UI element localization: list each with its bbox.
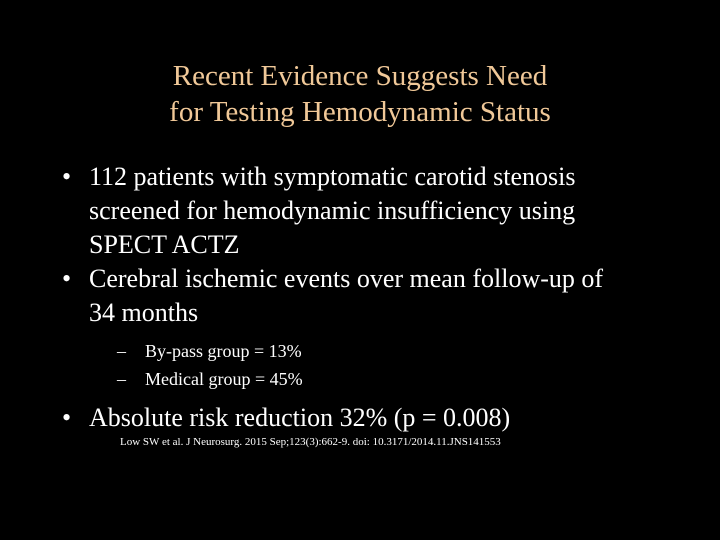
title-line-1: Recent Evidence Suggests Need xyxy=(172,60,548,92)
sub-bullet-text: Medical group = 45% xyxy=(145,369,303,389)
bullet-line: screened for hemodynamic insufficiency using xyxy=(89,196,576,225)
bullet-line: Absolute risk reduction 32% (p = 0.008) xyxy=(89,403,511,432)
bullet-text xyxy=(89,262,702,330)
bullet-item xyxy=(62,160,702,262)
bullet-line: 34 months xyxy=(89,298,199,327)
bullet-line: Cerebral ischemic events over mean follow-up of xyxy=(89,264,604,293)
title-line-2: for Testing Hemodynamic Status xyxy=(169,96,551,128)
bullet-marker: • xyxy=(62,403,72,432)
bullet-line: 112 patients with symptomatic carotid stenosis xyxy=(89,162,576,191)
bullet-item xyxy=(62,401,702,435)
slide-title xyxy=(0,58,720,130)
bullet-text xyxy=(89,160,702,262)
bullet-marker: • xyxy=(62,264,72,293)
bullet-item xyxy=(62,262,702,330)
bullet-list xyxy=(62,160,702,435)
sub-bullet-item xyxy=(117,365,702,393)
sub-bullet-marker: – xyxy=(117,341,126,361)
sub-bullet-item xyxy=(117,337,702,365)
bullet-line: SPECT ACTZ xyxy=(89,230,240,259)
sub-bullet-text: By-pass group = 13% xyxy=(145,341,302,361)
citation: Low SW et al. J Neurosurg. 2015 Sep;123(3):662-9. doi: 10.3171/2014.11.JNS141553 xyxy=(120,436,501,448)
sub-bullet-list xyxy=(117,337,702,393)
bullet-text xyxy=(89,401,702,435)
sub-bullet-marker: – xyxy=(117,369,126,389)
bullet-marker: • xyxy=(62,162,72,191)
